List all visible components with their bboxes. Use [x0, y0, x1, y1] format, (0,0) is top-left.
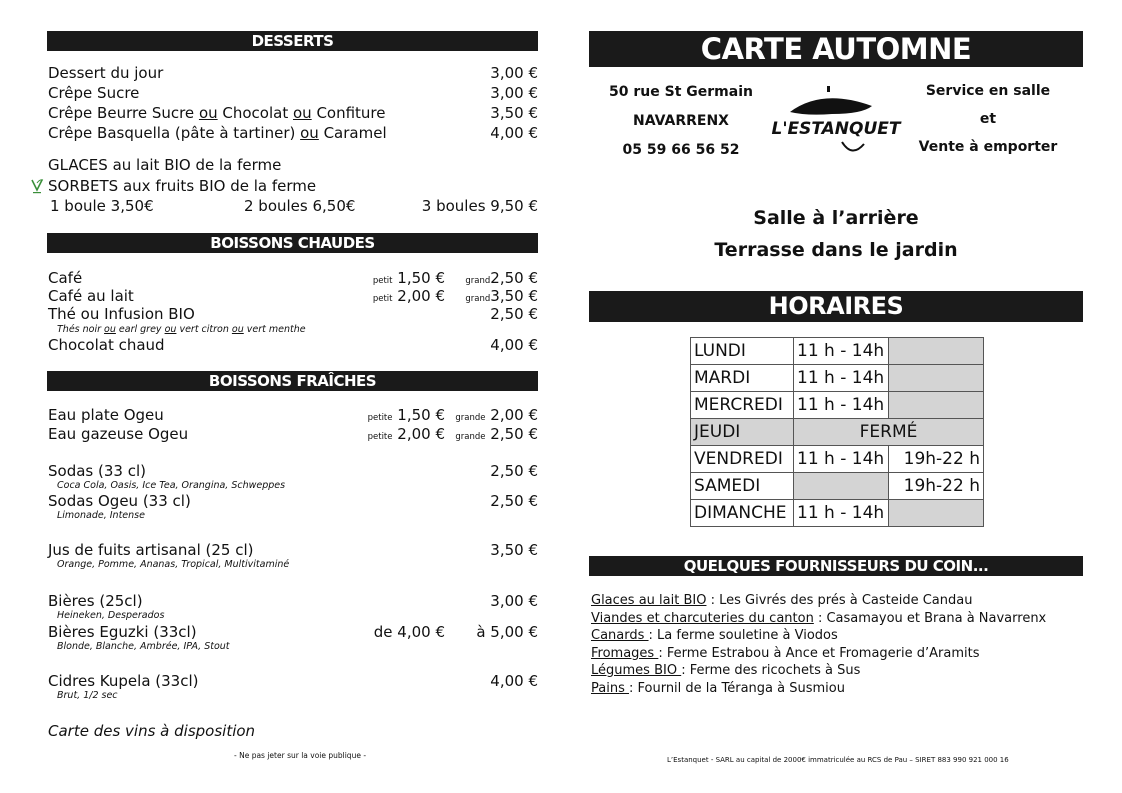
boule-3: 3 boules 9,50 € — [421, 197, 538, 215]
address-line-2: NAVARRENX — [633, 113, 729, 129]
table-row — [691, 338, 984, 365]
cidres-note: Brut, 1/2 sec — [57, 690, 118, 701]
sodas-ogeu: Sodas Ogeu (33 cl) — [48, 492, 191, 510]
service-line-3: Vente à emporter — [918, 139, 1058, 155]
table-row — [691, 500, 984, 527]
am-cell — [794, 473, 889, 500]
price: 3,00 € — [490, 592, 538, 610]
cafe-petit: petit 1,50 € — [372, 269, 445, 287]
chocolat-chaud: Chocolat chaud — [48, 336, 165, 354]
eguzki-note: Blonde, Blanche, Ambrée, IPA, Stout — [57, 641, 230, 652]
price: 2,50 € — [490, 492, 538, 510]
vegan-icon — [29, 177, 45, 195]
jus-note: Orange, Pomme, Ananas, Tropical, Multivitaminé — [57, 559, 290, 570]
table-row — [691, 392, 984, 419]
bieres: Bières (25cl) — [48, 592, 143, 610]
eau-gazeuse-petite: petite 2,00 € — [367, 425, 445, 443]
dessert-du-jour: Dessert du jour — [48, 64, 164, 82]
desserts-header — [47, 31, 538, 51]
eguzki-from: de 4,00 € — [373, 623, 445, 641]
carte-title: CARTE AUTOMNE — [700, 32, 972, 66]
crepe-beurre: Crêpe Beurre Sucre ou Chocolat ou Confiture — [48, 104, 386, 122]
cafe-lait-grand: grand3,50 € — [465, 287, 538, 305]
price: 2,50 € — [490, 305, 538, 323]
service-line-2: et — [979, 111, 997, 127]
price: 4,00 € — [490, 336, 538, 354]
day-cell: LUNDI — [691, 338, 794, 365]
bieres-eguzki: Bières Eguzki (33cl) — [48, 623, 197, 641]
pm-cell — [889, 500, 984, 527]
price: 4,00 € — [490, 124, 538, 142]
vins-note: Carte des vins à disposition — [48, 722, 256, 740]
supplier-item: Fromages : Ferme Estrabou à Ance et Fromagerie d’Aramits — [591, 646, 980, 661]
pm-cell — [889, 365, 984, 392]
supplier-item: Viandes et charcuteries du canton : Casamayou et Brana à Navarrenx — [591, 611, 1047, 626]
carte-header — [589, 31, 1083, 67]
estanquet-logo — [771, 84, 901, 160]
sodas-note: Coca Cola, Oasis, Ice Tea, Orangina, Schweppes — [57, 480, 286, 491]
service-line-1: Service en salle — [925, 83, 1051, 99]
day-cell: VENDREDI — [691, 446, 794, 473]
pm-cell — [889, 338, 984, 365]
am-cell: 11 h - 14h — [794, 338, 889, 365]
legal-text: L’Estanquet - SARL au capital de 2000€ immatriculée au RCS de Pau – SIRET 883 990 921 000 16 — [667, 756, 1009, 764]
pm-cell: 19h-22 h — [889, 446, 984, 473]
am-cell: 11 h - 14h — [794, 365, 889, 392]
boissons-chaudes-title: BOISSONS CHAUDES — [210, 234, 375, 252]
pm-cell: 19h-22 h — [889, 473, 984, 500]
cidres: Cidres Kupela (33cl) — [48, 672, 199, 690]
day-cell: MERCREDI — [691, 392, 794, 419]
eau-plate: Eau plate Ogeu — [48, 406, 164, 424]
horaires-title: HORAIRES — [768, 292, 904, 320]
the-note: Thés noir ou earl grey ou vert citron ou vert menthe — [57, 324, 306, 335]
price: 3,50 € — [490, 541, 538, 559]
svg-text:L'ESTANQUET: L'ESTANQUET — [771, 119, 901, 139]
crepe-basquella: Crêpe Basquella (pâte à tartiner) ou Caramel — [48, 124, 387, 142]
boissons-fraiches-header — [47, 371, 538, 391]
eau-plate-grande: grande 2,00 € — [455, 406, 538, 424]
jus: Jus de fuits artisanal (25 cl) — [48, 541, 254, 559]
am-cell: 11 h - 14h — [794, 392, 889, 419]
cafe: Café — [48, 269, 83, 287]
bieres-note: Heineken, Desperados — [57, 610, 165, 621]
supplier-item: Légumes BIO : Ferme des ricochets à Sus — [591, 663, 861, 678]
table-row — [691, 419, 984, 446]
boule-1: 1 boule 3,50€ — [50, 197, 154, 215]
closed-cell: FERMÉ — [794, 419, 984, 446]
supplier-item: Pains : Fournil de la Téranga à Susmiou — [591, 681, 845, 696]
supplier-item: Glaces au lait BIO : Les Givrés des prés à Casteide Candau — [591, 593, 973, 608]
sodas: Sodas (33 cl) — [48, 462, 146, 480]
terrasse-text: Terrasse dans le jardin — [714, 239, 958, 261]
eau-plate-petite: petite 1,50 € — [367, 406, 445, 424]
fournisseurs-title: QUELQUES FOURNISSEURS DU COIN... — [683, 557, 989, 575]
crepe-sucre: Crêpe Sucre — [48, 84, 140, 102]
table-row — [691, 365, 984, 392]
pm-cell — [889, 392, 984, 419]
sorbets-label: SORBETS aux fruits BIO de la ferme — [48, 177, 317, 195]
boissons-chaudes-header — [47, 233, 538, 253]
eguzki-to: à 5,00 € — [476, 623, 538, 641]
boissons-fraiches-title: BOISSONS FRAÎCHES — [208, 372, 377, 390]
fournisseurs-header — [589, 556, 1083, 576]
eau-gazeuse-grande: grande 2,50 € — [455, 425, 538, 443]
horaires-table — [690, 337, 984, 527]
supplier-item: Canards : La ferme souletine à Viodos — [591, 628, 838, 643]
sodas-ogeu-note: Limonade, Intense — [57, 510, 145, 521]
footer-note: - Ne pas jeter sur la voie publique - — [234, 751, 367, 760]
table-row — [691, 473, 984, 500]
cafe-lait-petit: petit 2,00 € — [372, 287, 445, 305]
address-line-1: 50 rue St Germain — [609, 84, 753, 100]
eau-gazeuse: Eau gazeuse Ogeu — [48, 425, 189, 443]
the-infusion: Thé ou Infusion BIO — [48, 305, 195, 323]
day-cell: DIMANCHE — [691, 500, 794, 527]
cafe-grand: grand2,50 € — [465, 269, 538, 287]
day-cell: SAMEDI — [691, 473, 794, 500]
day-cell: MARDI — [691, 365, 794, 392]
table-row — [691, 446, 984, 473]
phone: 05 59 66 56 52 — [622, 142, 740, 158]
am-cell: 11 h - 14h — [794, 500, 889, 527]
price: 2,50 € — [490, 462, 538, 480]
am-cell: 11 h - 14h — [794, 446, 889, 473]
price: 4,00 € — [490, 672, 538, 690]
glaces-label: GLACES au lait BIO de la ferme — [48, 156, 282, 174]
price: 3,00 € — [490, 84, 538, 102]
boule-2: 2 boules 6,50€ — [244, 197, 356, 215]
salle-text: Salle à l’arrière — [753, 207, 919, 229]
horaires-header — [589, 291, 1083, 322]
cafe-au-lait: Café au lait — [48, 287, 134, 305]
desserts-title: DESSERTS — [251, 32, 334, 50]
day-cell: JEUDI — [691, 419, 794, 446]
price: 3,50 € — [490, 104, 538, 122]
price: 3,00 € — [490, 64, 538, 82]
